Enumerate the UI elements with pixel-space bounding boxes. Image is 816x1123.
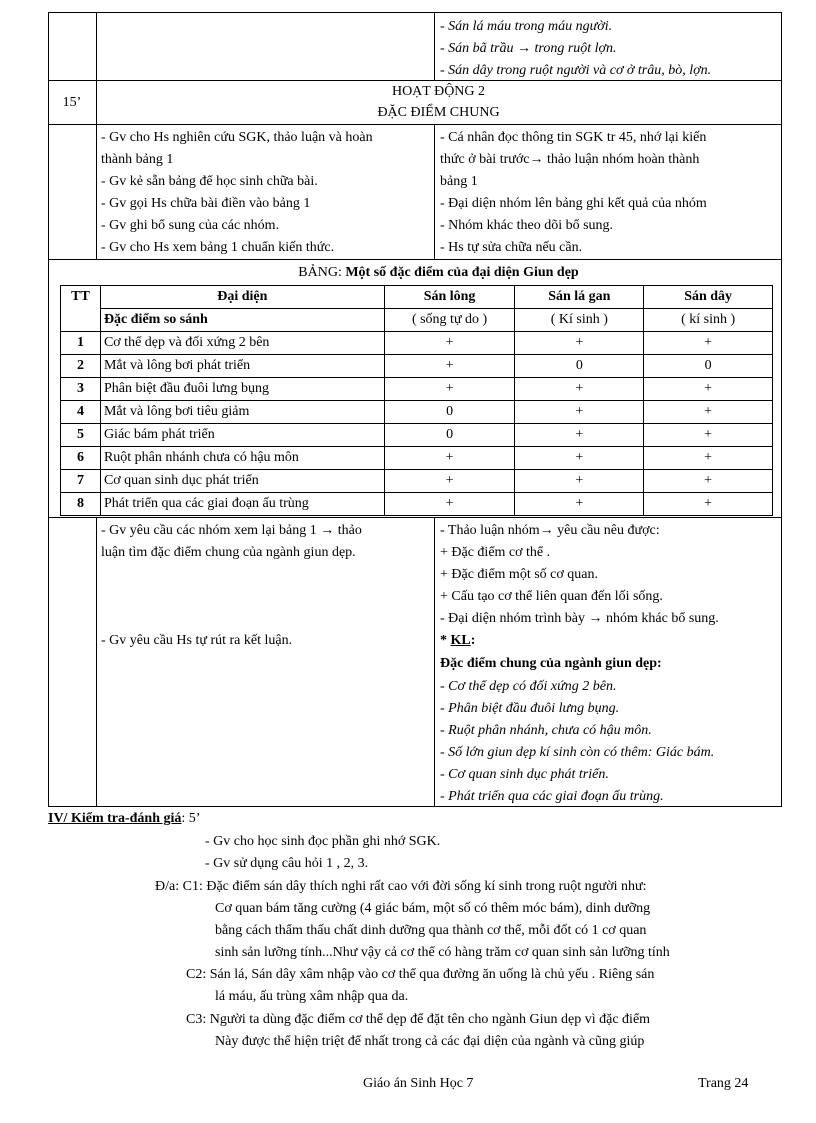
assessment-item: - Gv cho học sinh đọc phần ghi nhớ SGK.	[205, 834, 441, 849]
conclusion-item: - Số lớn giun dẹp kí sinh còn có thêm: Giác bám.	[440, 745, 715, 760]
text-line: - Gv gọi Hs chữa bài điền vào bảng 1	[101, 196, 311, 211]
text-line: - Sán lá máu trong máu người.	[440, 19, 613, 34]
table-row: 5 Giác bám phát triển 0 + +	[61, 424, 773, 447]
header-feature: Đặc điểm so sánh	[100, 309, 384, 332]
footer-title: Giáo án Sinh Học 7	[363, 1076, 474, 1091]
conclusion-item: - Phát triển qua các giai đoạn ấu trùng.	[440, 789, 664, 804]
table-row: 1 Cơ thể dẹp và đối xứng 2 bên + + +	[61, 332, 773, 355]
table-row: 3 Phân biệt đầu đuôi lưng bụng + + +	[61, 378, 773, 401]
table-row: 7 Cơ quan sinh dục phát triển + + +	[61, 470, 773, 493]
table-row: 6 Ruột phân nhánh chưa có hậu môn + + +	[61, 447, 773, 470]
comparison-table	[60, 285, 773, 516]
text-line: - Cá nhân đọc thông tin SGK tr 45, nhớ lại kiến	[440, 130, 707, 145]
table-header-row	[61, 309, 773, 332]
header-species: Sán lông	[384, 286, 515, 309]
text-line: - Gv cho Hs xem bảng 1 chuẩn kiến thức.	[101, 240, 335, 255]
header-rep: Đại diện	[100, 286, 384, 309]
activity-title: HOẠT ĐỘNG 2	[391, 84, 486, 99]
text-line: - Nhóm khác theo dõi bổ sung.	[440, 218, 614, 233]
answer-line: sinh sản lưỡng tính...Như vậy cả cơ thể có hàng trăm cơ quan sinh sản lưỡng tính	[215, 945, 670, 960]
conclusion-title: Đặc điểm chung của ngành giun dẹp:	[440, 656, 662, 671]
conclusion-item: - Cơ thể dẹp có đối xứng 2 bên.	[440, 679, 617, 694]
text-line: - Thảo luận nhóm→ yêu cầu nêu được:	[440, 523, 660, 538]
conclusion-item: - Phân biệt đầu đuôi lưng bụng.	[440, 701, 620, 716]
page-number: Trang 24	[698, 1076, 749, 1091]
text-line: - Gv yêu cầu Hs tự rút ra kết luận.	[101, 633, 293, 648]
answer-line: bằng cách thẩm thấu chất dinh dưỡng qua thành cơ thể, mỗi đốt có 1 cơ quan	[215, 923, 647, 938]
answer-line: lá máu, ấu trùng xâm nhập qua da.	[215, 989, 409, 1004]
table-row: 4 Mắt và lông bơi tiêu giảm 0 + +	[61, 401, 773, 424]
text-line: bảng 1	[440, 174, 478, 189]
text-line: - Gv yêu cầu các nhóm xem lại bảng 1 → thảo	[101, 523, 362, 538]
header-species-note: ( Kí sinh )	[515, 309, 644, 332]
header-species: Sán dây	[644, 286, 773, 309]
answer-line: Này được thể hiện triệt để nhất trong cả các đại diện của ngành và cũng giúp	[215, 1034, 645, 1049]
text-line: - Gv ghi bổ sung của các nhóm.	[101, 218, 280, 233]
text-line: - Hs tự sửa chữa nếu cần.	[440, 240, 583, 255]
activity-subtitle: ĐẶC ĐIỂM CHUNG	[377, 105, 500, 120]
text-line: - Đại diện nhóm lên bảng ghi kết quả của nhóm	[440, 196, 707, 211]
table-header-row	[61, 286, 773, 309]
header-species: Sán lá gan	[515, 286, 644, 309]
header-species-note: ( kí sinh )	[644, 309, 773, 332]
answer-line: Đ/a: C1: Đặc điểm sán dây thích nghi rất cao với đời sống kí sinh trong ruột người như:	[155, 879, 647, 894]
text-line: + Đặc điểm cơ thể .	[440, 545, 551, 560]
text-line: - Sán bã trầu → trong ruột lợn.	[440, 41, 617, 56]
answer-line: C3: Người ta dùng đặc điểm cơ thể dẹp để đặt tên cho ngành Giun dẹp vì đặc điểm	[186, 1012, 651, 1027]
conclusion-label: * KL:	[440, 633, 476, 648]
text-line: thành bảng 1	[101, 152, 174, 167]
assessment-item: - Gv sử dụng câu hỏi 1 , 2, 3.	[205, 856, 369, 871]
text-line: - Gv kẻ sẵn bảng để học sinh chữa bài.	[101, 174, 318, 189]
table-row: 2 Mắt và lông bơi phát triển + 0 0	[61, 355, 773, 378]
answer-line: Cơ quan bám tăng cường (4 giác bám, một số có thêm móc bám), dinh dưỡng	[215, 901, 651, 916]
text-line: - Đại diện nhóm trình bày → nhóm khác bổ sung.	[440, 611, 719, 626]
text-line: - Sán dây trong ruột người và cơ ở trâu, bò, lợn.	[440, 63, 712, 78]
assessment-heading: IV/ Kiểm tra-đánh giá: 5’	[48, 811, 201, 826]
text-line: + Cấu tạo cơ thể liên quan đến lối sống.	[440, 589, 663, 604]
table-row: 8 Phát triển qua các giai đoạn ấu trùng + + +	[61, 493, 773, 516]
text-line: luận tìm đặc điểm chung của ngành giun dẹp.	[101, 545, 356, 560]
activity-time: 15’	[62, 95, 82, 110]
header-tt: TT	[61, 286, 101, 332]
text-line: thức ở bài trước→ thảo luận nhóm hoàn thành	[440, 152, 700, 167]
header-species-note: ( sống tự do )	[384, 309, 515, 332]
table-title: BẢNG: Một số đặc điểm của đại diện Giun dẹp	[298, 265, 579, 280]
conclusion-item: - Ruột phân nhánh, chưa có hậu môn.	[440, 723, 652, 738]
conclusion-item: - Cơ quan sinh dục phát triển.	[440, 767, 609, 782]
text-line: + Đặc điểm một số cơ quan.	[440, 567, 598, 582]
text-line: - Gv cho Hs nghiên cứu SGK, thảo luận và hoàn	[101, 130, 373, 145]
answer-line: C2: Sán lá, Sán dây xâm nhập vào cơ thể qua đường ăn uống là chủ yếu . Riêng sán	[186, 967, 655, 982]
